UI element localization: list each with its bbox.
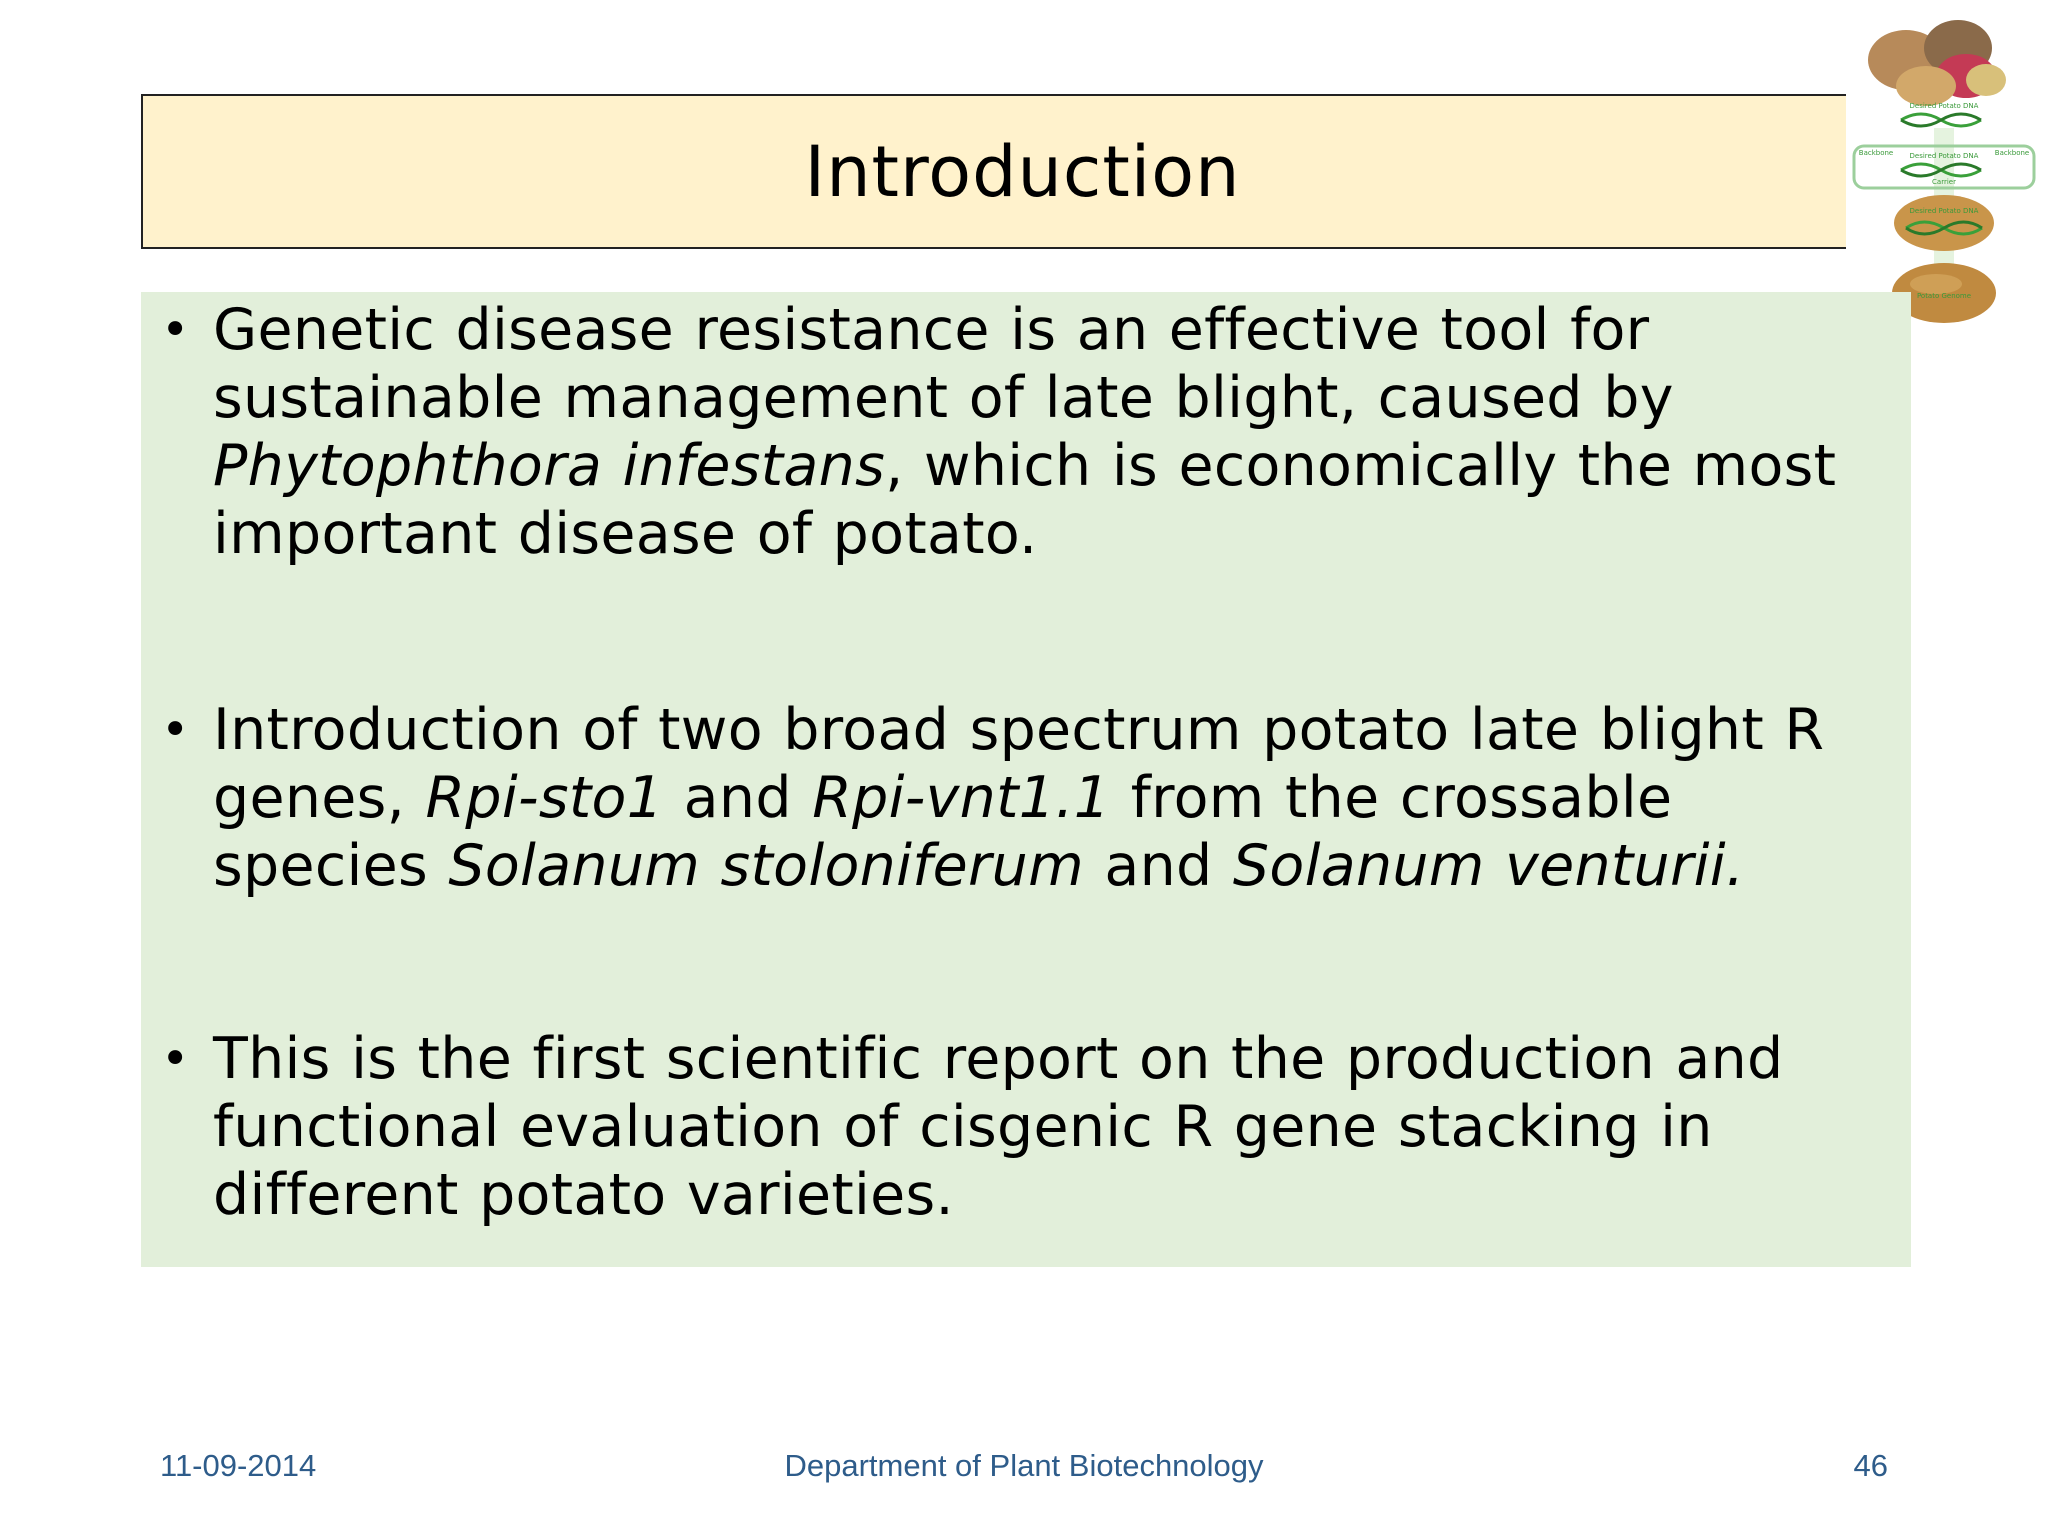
bullet-item <box>141 696 1911 900</box>
bullet-text: and <box>1083 833 1233 899</box>
bullet-item <box>141 1025 1911 1229</box>
cisgenic-potato-diagram-icon <box>1846 8 2042 330</box>
logo-label-genome: Potato Genome <box>1916 292 1972 300</box>
bullet-dot-icon: • <box>161 702 190 758</box>
bullet-dot-icon: • <box>161 302 190 358</box>
content-box <box>141 292 1911 1267</box>
logo-label-2: Desired Potato DNA <box>1909 152 1979 160</box>
gene-name: Rpi-vnt1.1 <box>812 765 1111 831</box>
bullet-dot-icon: • <box>161 1031 190 1087</box>
species-name: Phytophthora infestans <box>213 433 886 499</box>
bullet-text: Introduction of two broad spectrum potato late blight R genes, <box>213 697 1825 831</box>
footer-date: 11-09-2014 <box>160 1448 317 1483</box>
bullet-text: and <box>663 765 813 831</box>
bullet-text: Genetic disease resistance is an effective tool for sustainable management of late blight, caused by <box>213 297 1674 431</box>
logo-label-backbone-right: Backbone <box>1994 149 2030 157</box>
species-name: Solanum venturii. <box>1232 833 1745 899</box>
bullet-text: This is the first scientific report on the production and functional evaluation of cisgenic R gene stacking in different potato varieties. <box>213 1026 1784 1228</box>
logo-label-3: Desired Potato DNA <box>1909 207 1979 215</box>
logo-label-backbone-left: Backbone <box>1858 149 1894 157</box>
bullet-text: , which is economically the most important disease of potato. <box>213 433 1837 567</box>
logo-label-carrier: Carrier <box>1932 178 1956 186</box>
slide-title: Introduction <box>804 130 1241 213</box>
title-box <box>141 94 1880 249</box>
footer-page-number: 46 <box>1853 1448 1888 1483</box>
gene-name: Rpi-sto1 <box>425 765 664 831</box>
species-name: Solanum stoloniferum <box>448 833 1084 899</box>
bullet-item <box>141 296 1911 568</box>
bullet-text: from the crossable species <box>213 765 1673 899</box>
footer-department: Department of Plant Biotechnology <box>784 1448 1264 1483</box>
logo-label-1: Desired Potato DNA <box>1909 102 1979 110</box>
